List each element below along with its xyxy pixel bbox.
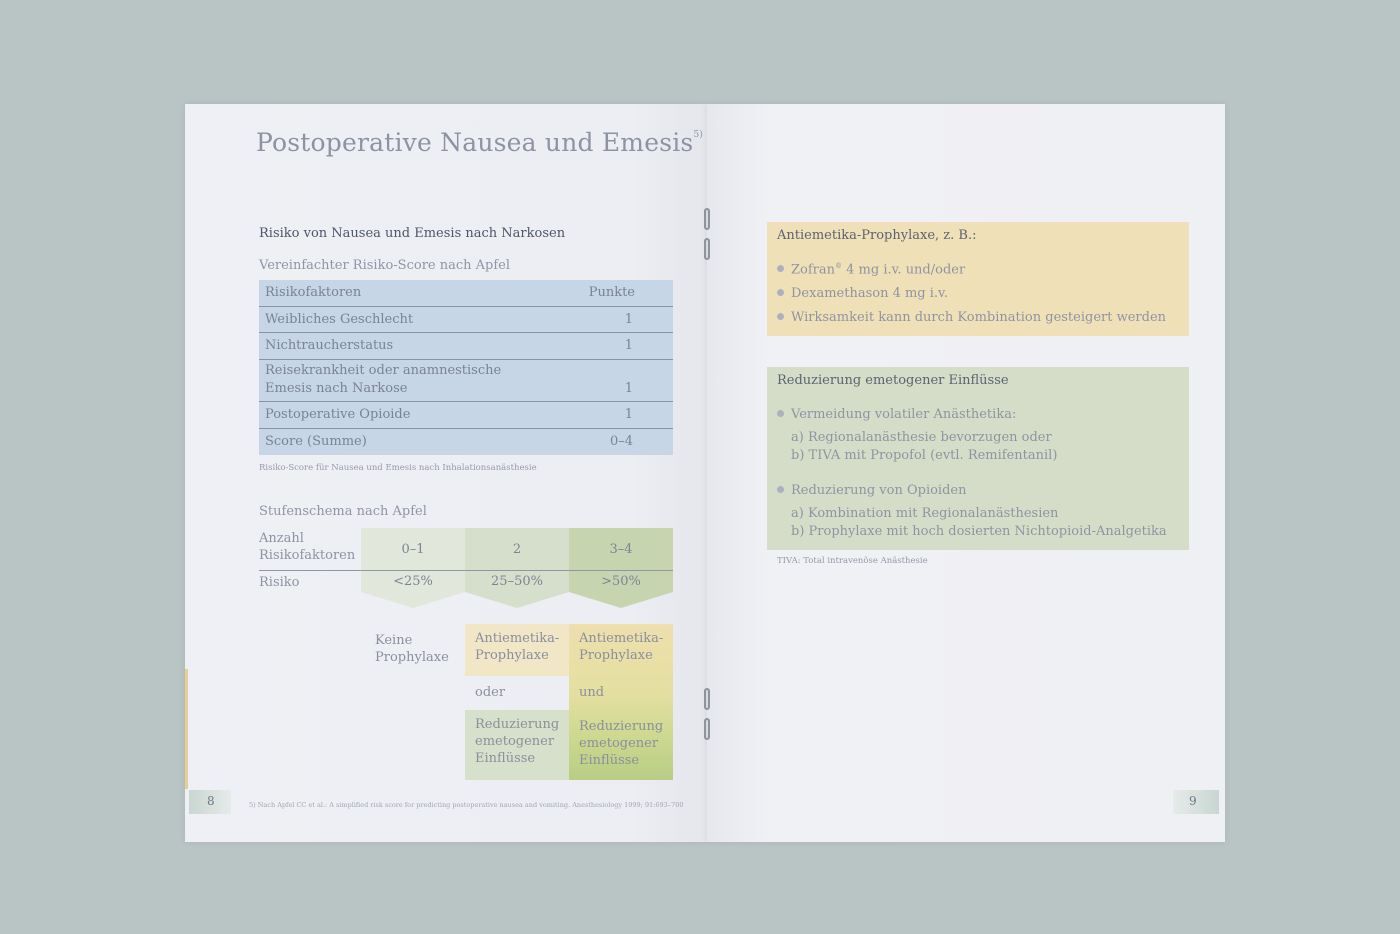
text-line: Antiemetika- bbox=[579, 631, 664, 646]
staple-top bbox=[704, 238, 710, 260]
table-row-label: Weibliches Geschlecht bbox=[265, 312, 414, 327]
table-caption: Risiko-Score für Nausea und Emesis nach Inhalationsanästhesie bbox=[259, 463, 537, 473]
staple-bottom bbox=[704, 688, 710, 710]
stufe-count: 0–1 bbox=[401, 542, 425, 557]
keine-prophylaxe bbox=[365, 626, 469, 672]
text-line: Prophylaxe bbox=[475, 648, 549, 663]
col3-antiemetika-text bbox=[569, 624, 673, 670]
text-line: Reduzierung bbox=[579, 719, 664, 734]
stufe-count: 3–4 bbox=[609, 542, 633, 557]
sub-item: a) Regionalanästhesie bevorzugen oder bbox=[791, 430, 1052, 445]
table-row-label-line2: Emesis nach Narkose bbox=[265, 381, 408, 396]
table-header-row bbox=[259, 280, 673, 307]
table-row bbox=[259, 307, 673, 333]
panel-heading: Antiemetika-Prophylaxe, z. B.: bbox=[777, 228, 977, 243]
right-page bbox=[707, 104, 1225, 842]
drug-name: Zofran bbox=[791, 262, 836, 278]
risk-heading: Risiko von Nausea und Emesis nach Narkosen bbox=[259, 226, 566, 241]
bullet-icon bbox=[777, 410, 784, 417]
table-row-points: 1 bbox=[624, 312, 633, 327]
stufen-heading: Stufenschema nach Apfel bbox=[259, 504, 427, 519]
bullet-item bbox=[777, 262, 965, 277]
label-risiko: Risiko bbox=[259, 575, 300, 590]
bullet-text: Wirksamkeit kann durch Kombination gesteigert werden bbox=[791, 310, 1167, 325]
antiemetika-panel bbox=[767, 222, 1189, 336]
tiva-note: TIVA: Total intravenöse Anästhesie bbox=[777, 556, 928, 566]
bullet-item bbox=[777, 407, 1016, 422]
table-row-points: 1 bbox=[624, 407, 633, 422]
text-line: Reduzierung bbox=[475, 717, 560, 732]
text-line: Keine bbox=[375, 633, 413, 648]
text-line: Einflüsse bbox=[579, 753, 640, 768]
table-header-points: Punkte bbox=[588, 285, 635, 300]
text-line: emetogener bbox=[475, 734, 555, 749]
stufe-column-2 bbox=[465, 528, 569, 608]
stufe-column-3 bbox=[569, 528, 673, 608]
bullet-text: Vermeidung volatiler Anästhetika: bbox=[791, 407, 1017, 422]
sub-item: b) TIVA mit Propofol (evtl. Remifentanil) bbox=[791, 448, 1058, 463]
page-number: 9 bbox=[1189, 794, 1197, 808]
registered-mark: ® bbox=[835, 262, 843, 270]
stufe-risk: 25–50% bbox=[491, 574, 543, 589]
label-anzahl bbox=[259, 530, 355, 564]
footnote: 5) Nach Apfel CC et al.: A simplified risk score for predicting postoperative nausea and vomiting. Anesthesiology 1999; 91:693–700 bbox=[249, 801, 684, 809]
table-row bbox=[259, 333, 673, 360]
staple-top bbox=[704, 208, 710, 230]
left-page bbox=[185, 104, 707, 842]
bullet-text: Dexamethason 4 mg i.v. bbox=[791, 286, 948, 301]
staple-bottom bbox=[704, 718, 710, 740]
sub-item: a) Kombination mit Regionalanästhesien bbox=[791, 506, 1059, 521]
bullet-item bbox=[777, 310, 1166, 325]
table-row bbox=[259, 360, 673, 402]
text-line: Prophylaxe bbox=[375, 650, 449, 665]
bullet-text: Reduzierung von Opioiden bbox=[791, 483, 967, 498]
bullet-icon bbox=[777, 289, 784, 296]
stufe-risk: >50% bbox=[601, 574, 641, 589]
bullet-icon bbox=[777, 486, 784, 493]
stufe-column-1 bbox=[361, 528, 465, 608]
bullet-item bbox=[777, 483, 966, 498]
risk-score-table bbox=[259, 280, 673, 455]
col3-connector-und: und bbox=[579, 685, 605, 700]
text-line: Einflüsse bbox=[475, 751, 536, 766]
panel-heading: Reduzierung emetogener Einflüsse bbox=[777, 373, 1009, 388]
stufe-risk: <25% bbox=[393, 574, 433, 589]
table-row-total bbox=[259, 429, 673, 455]
sub-item: b) Prophylaxe mit hoch dosierten Nichtopioid-Analgetika bbox=[791, 524, 1167, 539]
table-row-points: 1 bbox=[624, 338, 633, 353]
reduzierung-panel bbox=[767, 367, 1189, 550]
page-title: Postoperative Nausea und Emesis$^{5)}$ bbox=[256, 128, 704, 157]
label-anzahl-line2: Risikofaktoren bbox=[259, 548, 356, 563]
page-number: 8 bbox=[207, 794, 215, 808]
table-row-label-line1: Reisekrankheit oder anamnestische bbox=[265, 363, 502, 378]
drug-dose: 4 mg i.v. und/oder bbox=[842, 262, 966, 278]
col3-reduzierung-text bbox=[569, 712, 673, 775]
score-subheading: Vereinfachter Risiko-Score nach Apfel bbox=[259, 258, 511, 273]
stufen-divider bbox=[259, 570, 673, 571]
table-row-label: Nichtraucherstatus bbox=[265, 338, 394, 353]
title-footnote-ref: 5) bbox=[693, 130, 704, 140]
text-line: emetogener bbox=[579, 736, 659, 751]
table-header-risk-factors: Risikofaktoren bbox=[265, 285, 362, 300]
stufe-count: 2 bbox=[512, 542, 522, 557]
col2-antiemetika-box bbox=[465, 624, 569, 676]
col2-reduzierung-box bbox=[465, 710, 569, 780]
table-row-label: Score (Summe) bbox=[265, 434, 367, 449]
page-edge-stripe bbox=[185, 669, 188, 789]
bullet-icon bbox=[777, 313, 784, 320]
col2-connector-oder: oder bbox=[475, 685, 506, 700]
table-row-points: 0–4 bbox=[609, 434, 633, 449]
table-row-points: 1 bbox=[624, 381, 633, 396]
table-row bbox=[259, 402, 673, 429]
text-line: Prophylaxe bbox=[579, 648, 653, 663]
text-line: Antiemetika- bbox=[475, 631, 560, 646]
bullet-item bbox=[777, 286, 948, 301]
label-anzahl-line1: Anzahl bbox=[259, 531, 304, 546]
bullet-icon bbox=[777, 265, 784, 272]
table-row-label: Postoperative Opioide bbox=[265, 407, 411, 422]
